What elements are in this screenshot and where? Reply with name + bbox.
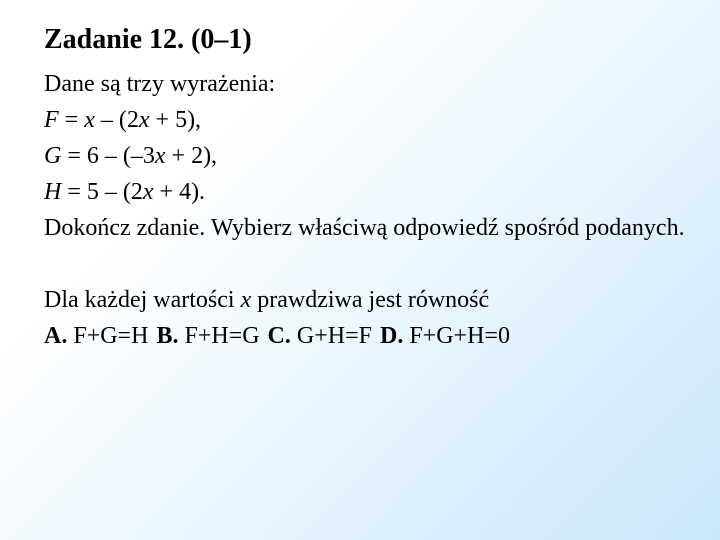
question-variable: x xyxy=(240,287,252,313)
expression-part: = 6 – (–3 xyxy=(61,143,155,169)
question-part: prawdziwa jest równość xyxy=(251,287,490,313)
option-a[interactable] xyxy=(44,323,148,349)
option-text: F+G=H xyxy=(67,323,149,349)
option-letter: C. xyxy=(267,323,291,349)
option-d[interactable] xyxy=(380,323,510,349)
option-text: F+G+H=0 xyxy=(403,323,510,349)
expression-part: = 5 – (2 xyxy=(61,179,143,205)
option-letter: B. xyxy=(156,323,179,349)
expression-name: F xyxy=(44,107,59,133)
spacer xyxy=(44,246,704,282)
expression-part: + 5), xyxy=(149,107,202,133)
expression-variable: x xyxy=(154,143,166,169)
expression-f xyxy=(44,102,704,138)
question-part: Dla każdej wartości xyxy=(44,287,241,313)
expression-part: – (2 xyxy=(94,107,139,133)
expression-part: + 2), xyxy=(165,143,218,169)
expression-part: = xyxy=(58,107,85,133)
expression-variable: x xyxy=(142,179,154,205)
option-text: F+H=G xyxy=(178,323,260,349)
expression-part: + 4). xyxy=(153,179,206,205)
instruction-text: Dokończ zdanie. Wybierz właściwą odpowiedź spośród podanych. xyxy=(44,215,685,241)
expression-h xyxy=(44,174,704,210)
option-letter: D. xyxy=(379,323,404,349)
expression-name: G xyxy=(44,143,62,169)
option-c[interactable] xyxy=(268,323,372,349)
question-text xyxy=(44,282,704,318)
intro-text: Dane są trzy wyrażenia: xyxy=(44,71,276,97)
expression-variable: x xyxy=(138,107,150,133)
expression-name: H xyxy=(44,179,62,205)
task-title: Zadanie 12. (0–1) xyxy=(44,24,252,55)
expression-variable: x xyxy=(84,107,95,133)
option-b[interactable] xyxy=(156,323,259,349)
answer-options xyxy=(44,318,704,354)
expression-g xyxy=(44,138,704,174)
option-letter: A. xyxy=(44,323,68,349)
option-text: G+H=F xyxy=(290,323,372,349)
task-body xyxy=(44,66,704,354)
